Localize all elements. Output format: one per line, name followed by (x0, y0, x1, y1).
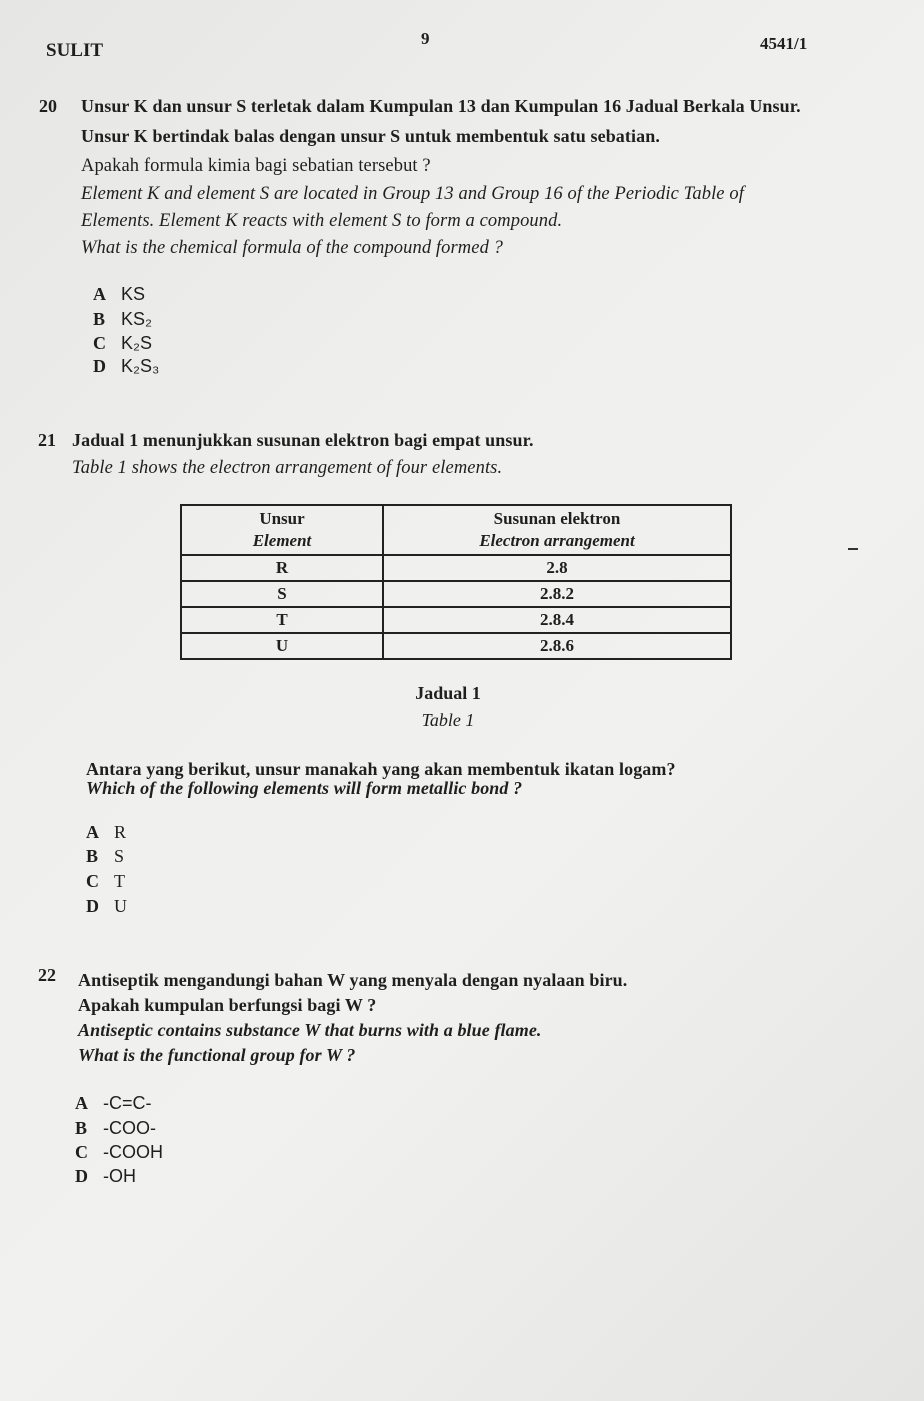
option-letter: C (75, 1142, 88, 1162)
option-text: -C=C- (103, 1093, 152, 1113)
option-text: K₂S₃ (121, 356, 160, 376)
option-text: T (114, 871, 125, 891)
question-20-number: 20 (39, 96, 57, 116)
q21-english-line: Table 1 shows the electron arrangement of four elements. (72, 458, 503, 478)
header-arrangement-english: Electron arrangement (479, 531, 635, 550)
q20-english-line-1: Element K and element S are located in Group 13 and Group 16 of the Periodic Table of (81, 184, 744, 204)
header-arrangement-malay: Susunan elektron (493, 509, 621, 528)
q22-option-a (75, 1093, 152, 1114)
question-21-number: 21 (38, 430, 56, 450)
table-row (181, 581, 731, 607)
q21-option-a (86, 822, 126, 843)
cell-arrangement: 2.8.4 (383, 607, 731, 633)
q22-english-line-2: What is the functional group for W ? (78, 1045, 356, 1065)
option-letter: C (86, 871, 99, 891)
cell-element: R (181, 555, 383, 581)
q20-option-c (93, 333, 152, 354)
option-text: -COOH (103, 1142, 163, 1162)
header-sulit: SULIT (46, 40, 104, 61)
q20-malay-line-3: Apakah formula kimia bagi sebatian tersebut ? (81, 156, 431, 176)
option-text: R (114, 822, 127, 842)
option-text: -COO- (103, 1118, 156, 1138)
cell-arrangement: 2.8.2 (383, 581, 731, 607)
q22-malay-line-2: Apakah kumpulan berfungsi bagi W ? (78, 995, 377, 1015)
table-header-arrangement (383, 505, 731, 555)
option-letter: B (75, 1118, 88, 1138)
option-text: -OH (103, 1166, 136, 1186)
q21-option-d (86, 896, 127, 917)
option-letter: B (93, 309, 106, 329)
table-row (181, 607, 731, 633)
option-letter: A (86, 822, 99, 842)
q20-malay-line-2: Unsur K bertindak balas dengan unsur S untuk membentuk satu sebatian. (81, 126, 660, 146)
option-letter: A (93, 284, 106, 304)
q21-english-question: Which of the following elements will form metallic bond ? (86, 778, 523, 798)
q22-english-line-1: Antiseptic contains substance W that burns with a blue flame. (78, 1020, 542, 1040)
header-element-english: Element (252, 531, 312, 550)
cell-element: S (181, 581, 383, 607)
option-letter: A (75, 1093, 88, 1113)
q21-malay-question: Antara yang berikut, unsur manakah yang akan membentuk ikatan logam? (86, 759, 676, 779)
header-element-malay: Unsur (259, 509, 305, 528)
page-number: 9 (421, 29, 430, 48)
paper-code: 4541/1 (760, 34, 808, 53)
q20-option-b (93, 309, 152, 330)
option-letter: D (75, 1166, 88, 1186)
option-letter: D (93, 356, 106, 376)
q22-malay-line-1: Antiseptik mengandungi bahan W yang menyala dengan nyalaan biru. (78, 970, 628, 990)
q20-english-line-2: Elements. Element K reacts with element S to form a compound. (81, 211, 563, 231)
q22-option-c (75, 1142, 163, 1163)
q21-malay-line: Jadual 1 menunjukkan susunan elektron bagi empat unsur. (72, 430, 534, 450)
option-text: KS (121, 284, 146, 304)
table-caption-malay: Jadual 1 (415, 683, 481, 703)
cell-arrangement: 2.8.6 (383, 633, 731, 659)
cell-arrangement: 2.8 (383, 555, 731, 581)
q20-malay-line-1: Unsur K dan unsur S terletak dalam Kumpulan 13 dan Kumpulan 16 Jadual Berkala Unsur. (81, 96, 801, 116)
electron-arrangement-table (180, 504, 732, 660)
question-22-number: 22 (38, 965, 56, 985)
q21-option-c (86, 871, 125, 892)
margin-mark (848, 548, 858, 550)
table-header-row (181, 505, 731, 555)
q22-option-b (75, 1118, 156, 1139)
table-row (181, 555, 731, 581)
option-letter: D (86, 896, 99, 916)
table-row (181, 633, 731, 659)
cell-element: U (181, 633, 383, 659)
option-text: KS₂ (121, 309, 152, 329)
table-header-element (181, 505, 383, 555)
option-letter: B (86, 846, 99, 866)
q21-option-b (86, 846, 124, 867)
option-text: K₂S (121, 333, 152, 353)
q22-option-d (75, 1166, 136, 1187)
option-text: U (114, 896, 127, 916)
option-text: S (114, 846, 125, 866)
option-letter: C (93, 333, 106, 353)
q20-option-a (93, 284, 145, 305)
table-caption-english: Table 1 (421, 710, 475, 730)
q20-english-line-3: What is the chemical formula of the compound formed ? (81, 238, 504, 258)
cell-element: T (181, 607, 383, 633)
q20-option-d (93, 356, 159, 377)
